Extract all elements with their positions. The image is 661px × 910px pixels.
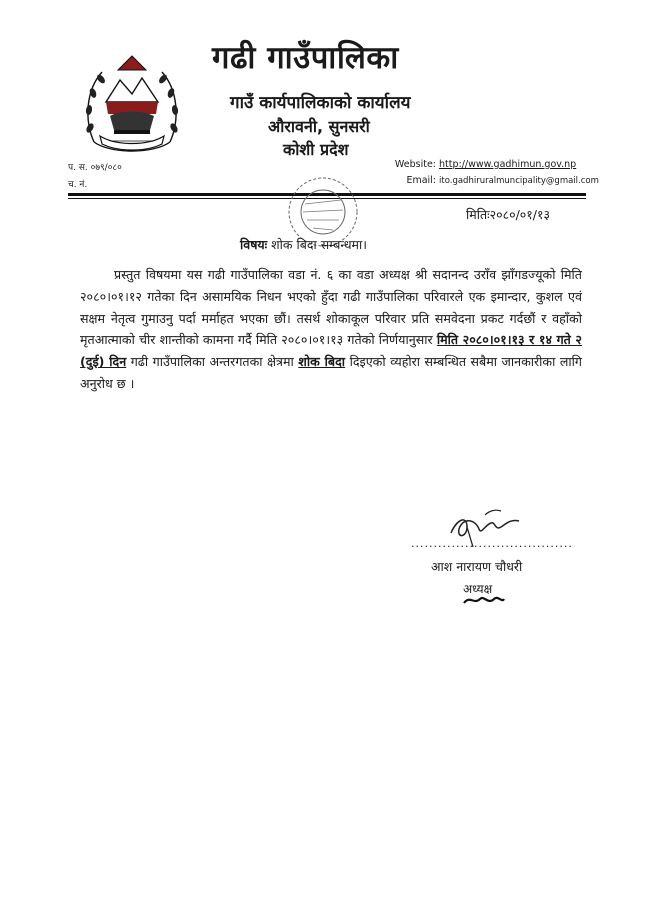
body-part-1: प्रस्तुत विषयमा यस गढी गाउँपालिका वडा नं. ६ का वडा अध्यक्ष श्री सदानन्द उराँव झाँगडज्यूको मिति २०८०।०१।१२ गतेका दिन असामयिक निधन भएको हुँदा गढी गाउँपालिका परिवारले एक इमान्दार, कुशल एवं सक्षम नेतृत्व गुमाउनु पर्दा मर्माहत भएका छौं। तसर्थ शोकाकूल परिवार प्रति समवेदना प्रकट गर्दछौं र वहाँको मृतआत्माको चीर शान्तीको कामना गर्दै मिति २०८०।०१।१३ गतेको निर्णयानुसार: [80, 267, 582, 348]
signature-line: ....................................: [411, 537, 573, 550]
letter-subject: [240, 236, 367, 253]
org-name: गढी गाउँपालिका: [212, 40, 399, 76]
signatory-designation: अध्यक्ष: [463, 582, 493, 596]
designation-seal-mark: [462, 593, 506, 607]
letter-body: [80, 264, 582, 395]
body-part-3: दिइएको व्यहोरा सम्बन्धित सबैमा जानकारीका लागि अनुरोध छ ।: [80, 354, 582, 391]
website-label: Website:: [394, 159, 436, 170]
website-line: [392, 159, 576, 170]
office-place: औरावनी, सुनसरी: [268, 117, 370, 136]
signatory-name: आश नारायण चौधरी: [431, 559, 523, 574]
dispatch-number: च. नं.: [68, 180, 88, 190]
office-name: गाउँ कार्यपालिकाको कार्यालय: [230, 93, 411, 113]
subject-text: शोक बिदा सम्बन्धमा।: [267, 237, 367, 252]
email-address: ito.gadhiruralmuncipality@gmail.com: [439, 176, 599, 186]
province-name: कोशी प्रदेश: [283, 140, 349, 159]
subject-label: विषयः: [240, 237, 268, 252]
website-link[interactable]: http://www.gadhimun.gov.np: [439, 159, 577, 170]
leave-dates-highlight: मिति २०८०।०१।१३ र १४ गते २ (दुई) दिन: [80, 332, 582, 370]
reference-number: प. स. ०७९/०८०: [68, 163, 122, 173]
email-label: Email:: [406, 175, 436, 186]
body-part-2: गढी गाउँपालिका अन्तरगतका क्षेत्रमा: [126, 354, 299, 370]
letter-date: मितिः२०८०/०१/१३: [466, 207, 551, 222]
email-line: [392, 175, 599, 186]
mourning-leave-highlight: शोक बिदा: [298, 354, 346, 370]
nepal-emblem-icon: [80, 50, 184, 160]
